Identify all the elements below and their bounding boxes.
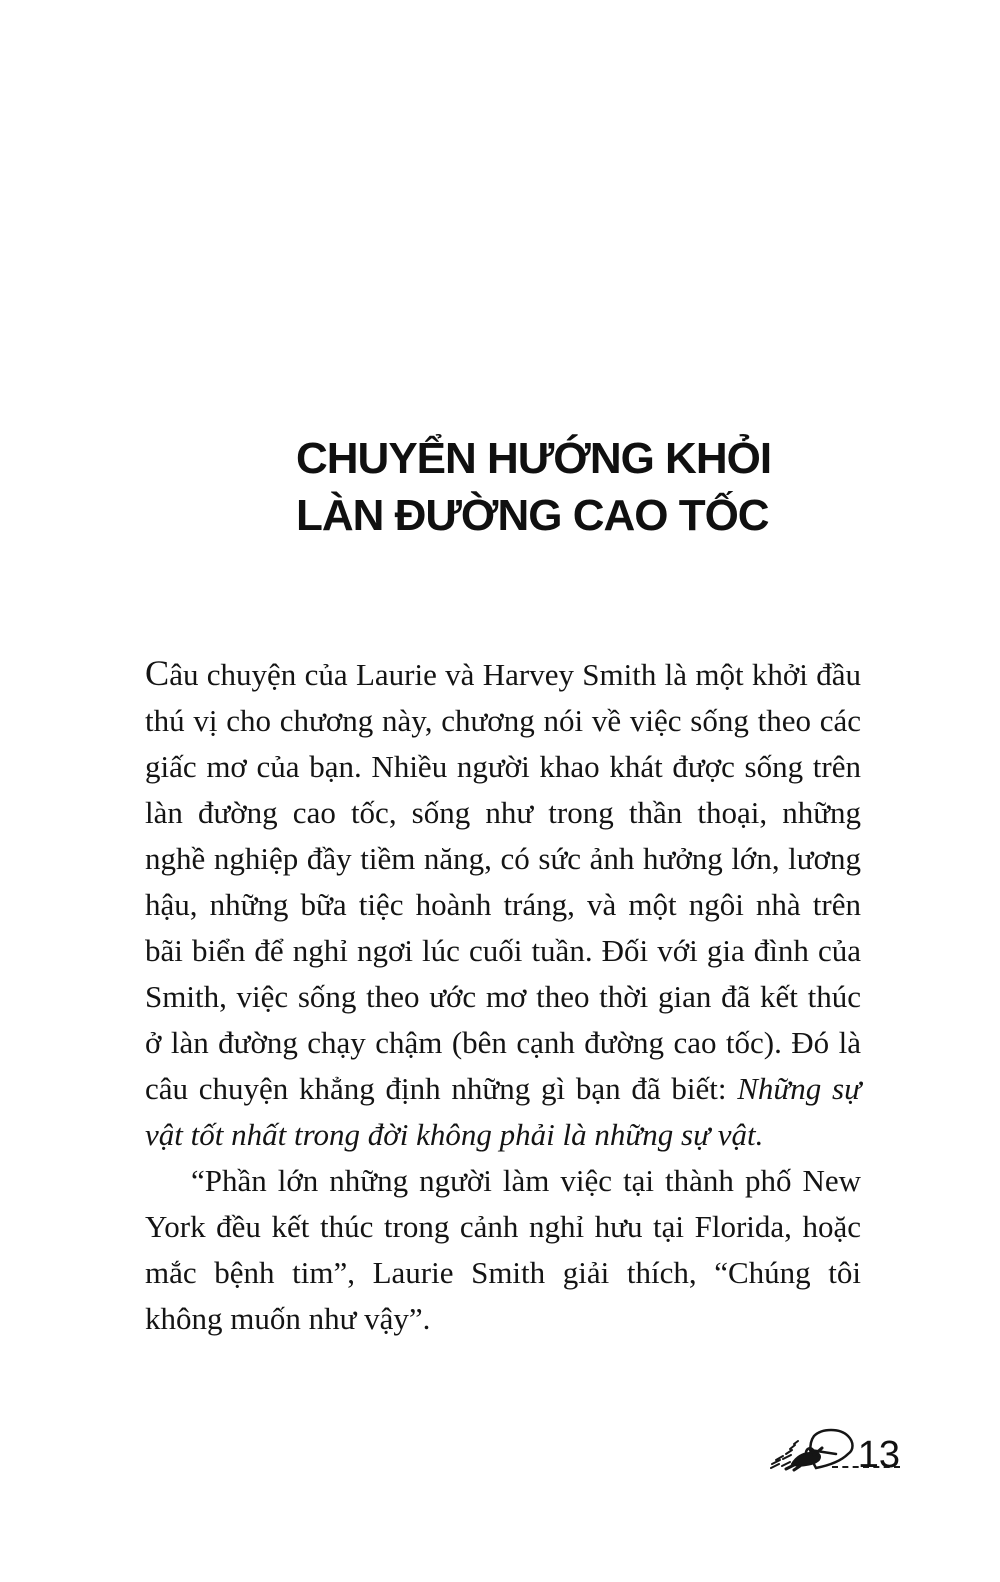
paragraph-2-text: “Phần lớn những người làm việc tại thành phố New York đều kết thúc trong cảnh nghỉ hưu tại Florida, hoặc mắc bệnh tim”, Laurie Smith giải thích, “Chúng tôi không muốn như vậy”. bbox=[145, 1163, 861, 1336]
chapter-title-line-1: CHUYỂN HƯỚNG KHỎI bbox=[296, 434, 772, 483]
paragraph-1 bbox=[145, 652, 861, 1158]
page-footer bbox=[770, 1420, 900, 1476]
paragraph-2 bbox=[145, 1158, 861, 1342]
page-number: 13 bbox=[857, 1434, 900, 1476]
speeding-runner-icon bbox=[770, 1424, 865, 1472]
paragraph-1-text: Câu chuyện của Laurie và Harvey Smith là một khởi đầu thú vị cho chương này, chương nói về việc sống theo các giấc mơ của bạn. Nhiều người khao khát được sống trên làn đường cao tốc, sống như trong thần thoại, những nghề nghiệp đầy tiềm năng, có sức ảnh hưởng lớn, lương hậu, những bữa tiệc hoành tráng, và một ngôi nhà trên bãi biển để nghỉ ngơi lúc cuối tuần. Đối với gia đình của Smith, việc sống theo ước mơ theo thời gian đã kết thúc ở làn đường chạy chậm (bên cạnh đường cao tốc). Đó là câu chuyện khẳng định những gì bạn đã biết: bbox=[145, 653, 861, 1106]
chapter-title bbox=[296, 430, 771, 544]
paragraph-1-italic-quote: Những sự vật tốt nhất trong đời không phải là những sự vật. bbox=[145, 1071, 861, 1152]
body-text bbox=[145, 652, 861, 1342]
chapter-title-line-2: LÀN ĐƯỜNG CAO TỐC bbox=[296, 491, 769, 540]
